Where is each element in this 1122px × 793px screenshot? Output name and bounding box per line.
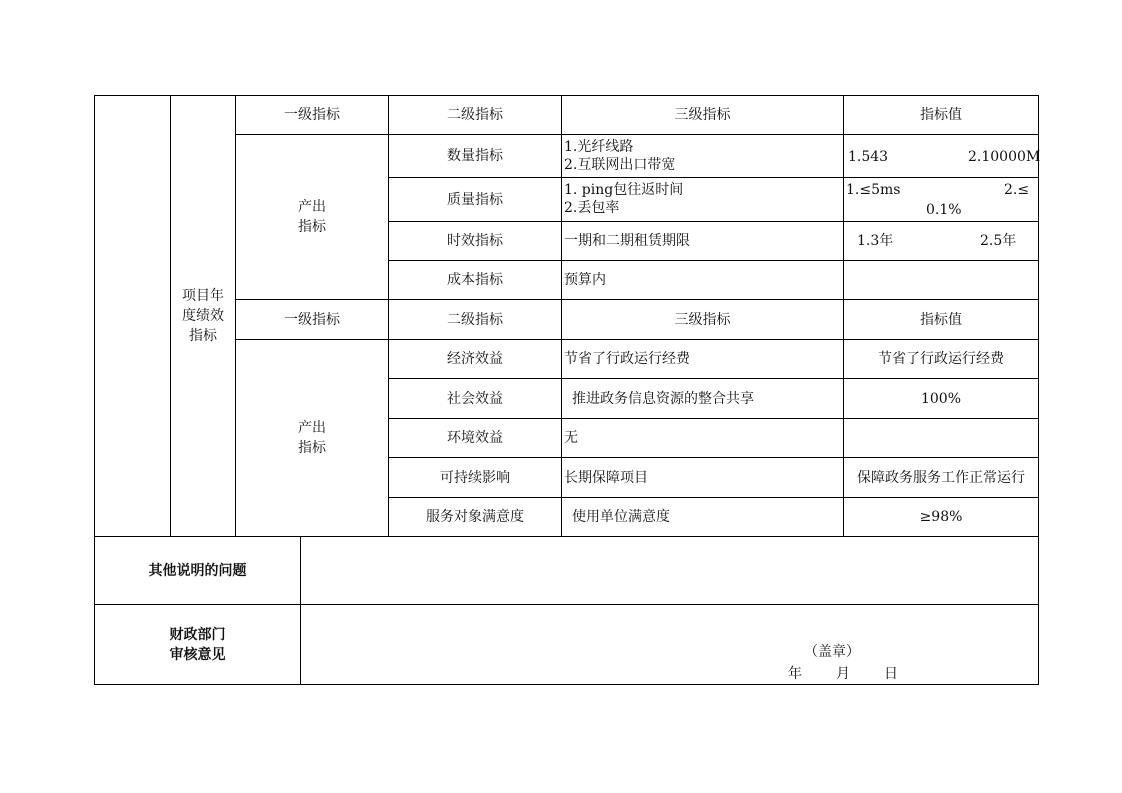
row-level3: 推进政务信息资源的整合共享 [572,390,754,407]
row-level2: 环境效益 [447,430,503,446]
row-value-c: 0.1% [926,202,962,218]
performance-indicator-label [171,96,235,536]
date-month: 月 [836,666,850,682]
row-level3 [564,138,675,174]
label-line: 财政部门 [169,626,226,643]
date-year: 年 [788,666,802,682]
header-level2: 二级指标 [447,107,503,123]
row-level2: 时效指标 [447,233,503,249]
row-level3: 长期保障项目 [564,469,648,486]
row-level2: 可持续影响 [440,469,510,486]
level3-line: 1. ping包往返时间 [564,182,684,198]
row-level2: 社会效益 [447,390,503,407]
label-line: 项目年 [182,288,224,304]
row-level3: 预算内 [564,272,606,288]
row-value-a: 1.3年 [857,233,894,249]
date-day: 日 [884,666,898,682]
grid-line [1038,95,1039,685]
row-value: ≥98% [919,509,963,525]
level3-line: 1.光纤线路 [564,139,634,155]
level3-line: 2.互联网出口带宽 [564,157,676,173]
row-value-b: 2.10000M [968,149,1041,165]
label-line: 指标 [298,440,326,456]
label-line: 度绩效 [182,308,224,324]
row-level3: 无 [564,430,578,446]
level3-line: 2.丢包率 [564,200,620,216]
header-level2: 二级指标 [447,311,503,328]
row-value-b: 2.≤ [1004,182,1030,198]
header-level1: 一级指标 [284,311,340,328]
label-line: 审核意见 [169,646,226,663]
row-level2: 服务对象满意度 [426,509,524,525]
output-indicator-label [236,340,388,536]
row-level3: 使用单位满意度 [572,509,670,525]
label-line: 指标 [298,219,326,235]
other-issues-value [301,537,1038,604]
row-value: 100% [920,390,962,407]
header-level1: 一级指标 [284,107,340,123]
row-value: 节省了行政运行经费 [878,351,1004,367]
row-value: 保障政务服务工作正常运行 [857,469,1025,486]
row-value [844,261,1038,299]
label-line: 产出 [298,199,326,215]
seal-text: （盖章） [804,644,860,660]
row-value-a: 1.543 [848,149,889,165]
other-issues-label: 其他说明的问题 [148,562,247,579]
row-level2: 数量指标 [447,148,503,164]
row-value-a: 1.≤5ms [846,182,901,198]
label-line: 指标 [189,328,217,344]
row-level3: 节省了行政运行经费 [564,351,690,367]
row-level2: 质量指标 [447,191,503,208]
header-level3: 三级指标 [674,107,731,123]
finance-review-label [95,605,300,684]
row-level2: 经济效益 [447,351,503,367]
row-level2: 成本指标 [447,272,503,288]
row-value-b: 2.5年 [980,233,1017,249]
output-indicator-label [236,135,388,299]
header-value: 指标值 [920,107,962,123]
row-level3: 一期和二期租赁期限 [564,233,690,249]
header-level3: 三级指标 [674,311,731,328]
row-level3 [564,181,683,217]
header-value: 指标值 [920,311,962,328]
label-line: 产出 [298,420,326,436]
row-value [844,419,1038,457]
grid-line [94,684,1039,685]
